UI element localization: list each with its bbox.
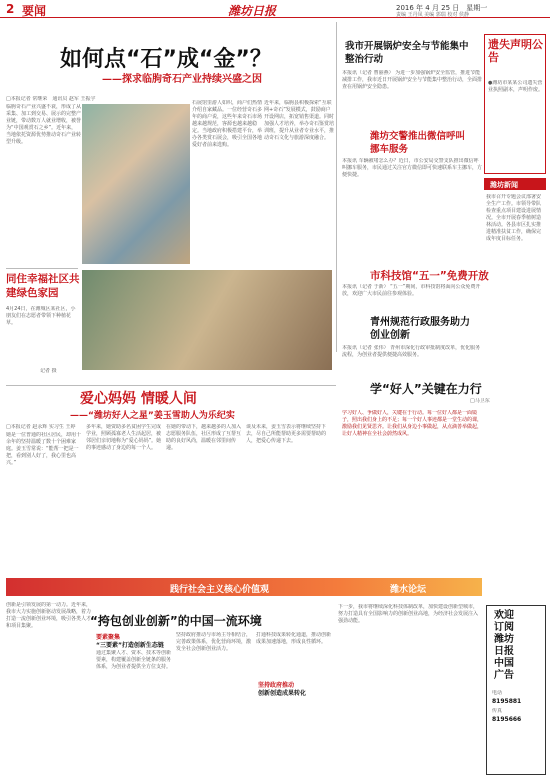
museum-byline: 本报讯（记者 于新） — [342, 284, 389, 290]
ad-hotline-label: 电话 — [492, 690, 503, 696]
lead-photo — [82, 104, 190, 264]
boiler-body: 本报讯（记者 曹丽燕） 为进一步加强锅炉安全监管，推进节能减排工作，我市近日开展锅炉安全与节能集中整治行动，全面排查在用锅炉安全隐患。 — [342, 70, 482, 90]
qingzhou-byline: 本报讯（记者 张伟） — [342, 345, 389, 351]
ad-line4: 日报 — [494, 646, 514, 657]
innovation-sub4: 创新创造成果转化 — [258, 690, 307, 697]
editor-credits: 责编 王丹凤 美编 郭瑞 校对 侯静 — [396, 12, 469, 18]
ad-line6: 广告 — [494, 670, 514, 681]
innovation-body-col3: 坚持政府推动与市场主导相结合，完善政策体系，优化营商环境，激发全社会创新创业活力。 — [176, 632, 252, 652]
ad-fax-label: 传真 — [492, 708, 503, 714]
lead-subtitle: ——探求临朐奇石产业持续兴盛之因 — [102, 74, 262, 85]
page-number: 2 — [6, 2, 15, 16]
ad-fax: 8195666 — [492, 716, 522, 723]
village-credit: 记者 摄 — [40, 368, 57, 374]
village-caption: 4月24日，在潍城区某社区，小朋友们在志愿者带领下种植花草。 — [6, 306, 76, 326]
notice-title: 遗失声明公告 — [488, 38, 543, 64]
lead-byline: □本报记者 常继荣 通讯员 赵军 王振宇 — [6, 96, 96, 102]
haoren-body: 学习好人、争做好人，关键在于行动。每一位好人都是一面镜子，照出我们身上的不足；每一个好人事迹都是一堂生动的课，激励我们见贤思齐。让我们从身边小事做起，从点滴善举做起，让好人精神在全社会蔚然成风。 — [342, 410, 482, 437]
mom-body-col2: 多年来，她资助多名贫困学生完成学业，照顾孤寡老人生活起居，被邻居们亲切地称为“爱心妈妈”。她的事迹感动了身边的每一个人。 — [86, 424, 162, 451]
divider — [6, 385, 336, 386]
mom-body-col4: 谈及未来，姜玉雪表示将继续坚持下去，尽自己所能帮助更多需要帮助的人，把爱心传递下去。 — [246, 424, 327, 444]
lead-body-col3: 石展馆里游人如织，商户们热情介绍自家藏品。一位经营奇石多年的商户说，这些年来奇石市场越来越规范，客源也越来越稳定。当地政府积极搭建平台，举办各类赏石展会，吸引全国各地爱好者前来选购。 — [192, 100, 262, 148]
innovation-title: “挎包创业创新”的中国一流环境 — [90, 614, 262, 628]
innovation-sub3: 坚持政府推动 — [258, 682, 295, 689]
mom-title: 爱心妈妈 情暖人间 — [80, 391, 197, 407]
ad-hotline: 8195881 — [492, 698, 522, 705]
museum-title: 市科技馆“五一”免费开放 — [370, 270, 489, 282]
mom-body-col3: 在她的带动下，越来越多的人加入志愿服务队伍，社区形成了互帮互助的良好风尚，温暖在邻里间传递。 — [166, 424, 242, 451]
innovation-body-col1: 创新是引领发展的第一动力。近年来，我市大力实施创新驱动发展战略，着力打造一流创新创业环境，吸引各类人才和项目集聚。 — [6, 602, 92, 629]
wechat-byline: 本报讯 — [342, 158, 358, 164]
village-title: 同住幸福社区共建绿色家园 — [6, 273, 80, 299]
section-name: 要闻 — [22, 4, 47, 18]
mom-body-col1: 她是一位普通的社区居民，却用十余年的坚持温暖了数十个困难家庭。姜玉雪常说：“能帮一把是一把，看到别人好了，我心里也高兴。” — [6, 432, 82, 466]
innovation-body-col5: 下一步，我市将继续深化科技体制改革，加快建设创新型城市，努力打造具有全国影响力的创新创业高地，为经济社会发展注入强劲动能。 — [338, 604, 478, 624]
values-banner-right: 潍水论坛 — [390, 585, 427, 595]
notice-body: ●潍坊市某某公司遗失营业执照副本，声明作废。 — [488, 80, 543, 93]
innovation-sub2: “三要素”打造创新生态链 — [96, 642, 164, 649]
column-divider — [336, 22, 337, 352]
ad-line1: 欢迎 — [494, 610, 514, 621]
lead-title: 如何点“石”成“金”？ — [60, 47, 272, 72]
haoren-title: 学“好人”关键在力行 — [370, 382, 482, 396]
qingzhou-body: 本报讯（记者 张伟） 青州市深化行政审批制度改革，优化服务流程，为创业者提供便捷高效服务。 — [342, 345, 481, 358]
wechat-body: 本报讯 车辆被堵怎么办？近日，市公安局交警支队推出微信呼叫挪车服务，市民通过关注官方微信即可快速联系车主挪车，方便快捷。 — [342, 158, 482, 178]
ad-line5: 中国 — [494, 658, 514, 669]
innovation-sub1: 要素聚集 — [96, 634, 121, 641]
ad-line2: 订阅 — [494, 622, 514, 633]
brief-body: 我市召开专题会议部署安全生产工作。市领导带队检查重点项目建设进展情况。全市开展春季植树造林活动。各县市区扎实推进精准扶贫工作，确保完成年度目标任务。 — [486, 194, 542, 242]
innovation-body-col2: 通过集聚人才、资本、技术等创新要素，构建覆盖创新全链条的服务体系，为创业者提供全方位支持。 — [96, 650, 172, 670]
newspaper-logo: 潍坊日报 — [228, 4, 277, 18]
ad-line3: 潍坊 — [494, 634, 514, 645]
boiler-byline: 本报讯（记者 曹丽燕） — [342, 70, 394, 76]
wechat-title: 潍坊交警推出微信呼叫挪车服务 — [370, 131, 466, 155]
boiler-title: 我市开展锅炉安全与节能集中整治行动 — [345, 41, 469, 65]
haoren-byline: □马卫东 — [470, 398, 490, 404]
mom-byline: □本报记者 赵永辉 实习生 王婷 — [6, 424, 76, 430]
museum-body: 本报讯（记者 于新） “五一”期间，市科技馆将面向公众免费开放，欢迎广大市民前往参观体验。 — [342, 284, 481, 297]
innovation-body-col4: 打通科技成果转化通道，推动创新成果加速落地，形成良性循环。 — [256, 632, 332, 645]
brief-title: 潍坊新闻 — [490, 181, 518, 189]
values-banner-left: 践行社会主义核心价值观 — [170, 585, 270, 595]
divider — [6, 268, 78, 269]
issue-date: 2016 年 4 月 25 日 星期一 — [396, 4, 488, 12]
mom-subtitle: ——“潍坊好人之星”姜玉雪助人为乐纪实 — [70, 411, 235, 421]
lead-body-col4: 近年来，临朐县积极探索“互联网+奇石”发展模式，鼓励商户开设网店，拓宽销售渠道。同时加强人才培养，举办奇石鉴赏培训班，提升从业者专业水平，推动奇石文化与旅游深度融合。 — [264, 100, 334, 141]
lead-body-col1: 临朐奇石产业兴盛不衰，形成了从采集、加工到交易、展示的完整产业链，带动数万人就业增收，被誉为“中国观赏石之乡”。近年来，当地依托资源优势推动奇石产业转型升级。 — [6, 104, 81, 145]
qingzhou-title: 青州规范行政服务助力创业创新 — [370, 317, 470, 341]
village-photo — [82, 270, 332, 370]
